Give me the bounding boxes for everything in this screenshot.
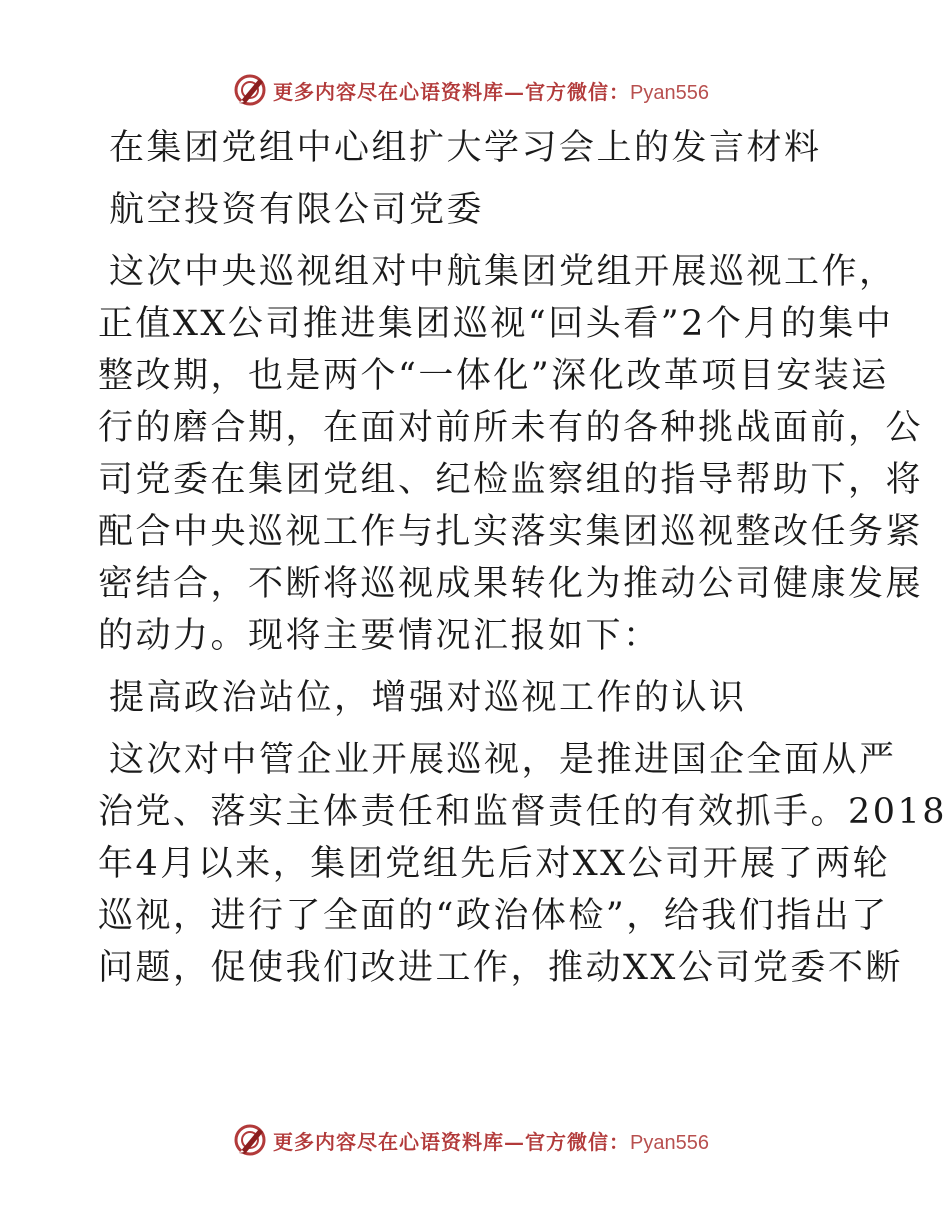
watermark-text: 更多内容尽在心语资料库—官方微信：Pyan556 [273, 1129, 709, 1154]
paragraph-line: 行的磨合期，在面对前所未有的各种挑战面前，公 [98, 408, 924, 448]
pen-logo-icon [233, 1123, 267, 1157]
paragraph-line: 这次对中管企业开展巡视，是推进国企全面从严 [109, 740, 897, 780]
paragraph-inspection [98, 734, 948, 994]
document-title: 在集团党组中心组扩大学习会上的发言材料 [109, 128, 822, 168]
paragraph-line: 问题，促使我们改进工作，推动XX公司党委不断 [98, 948, 903, 988]
document-author: 航空投资有限公司党委 [109, 190, 485, 230]
paragraph-line: 密结合，不断将巡视成果转化为推动公司健康发展 [98, 564, 924, 604]
paragraph-intro [98, 246, 924, 662]
paragraph-line: 正值XX公司推进集团巡视“回头看”2个月的集中 [98, 304, 894, 344]
paragraph-line: 年4月以来，集团党组先后对XX公司开展了两轮 [98, 844, 891, 884]
paragraph-line: 司党委在集团党组、纪检监察组的指导帮助下，将 [98, 460, 924, 500]
document-body [98, 122, 948, 994]
section-heading: 提高政治站位，增强对巡视工作的认识 [109, 678, 747, 718]
watermark-header [233, 70, 709, 110]
watermark-footer [233, 1120, 709, 1160]
paragraph-line: 整改期，也是两个“一体化”深化改革项目安装运 [98, 356, 889, 396]
paragraph-line: 的动力。现将主要情况汇报如下： [98, 616, 661, 656]
paragraph-line: 治党、落实主体责任和监督责任的有效抓手。2018 [98, 792, 948, 832]
paragraph-line: 配合中央巡视工作与扎实落实集团巡视整改任务紧 [98, 512, 924, 552]
paragraph-line: 这次中央巡视组对中航集团党组开展巡视工作， [109, 252, 897, 292]
pen-logo-icon [233, 73, 267, 107]
paragraph-line: 巡视，进行了全面的“政治体检”，给我们指出了 [98, 896, 889, 936]
watermark-text: 更多内容尽在心语资料库—官方微信：Pyan556 [273, 79, 709, 104]
